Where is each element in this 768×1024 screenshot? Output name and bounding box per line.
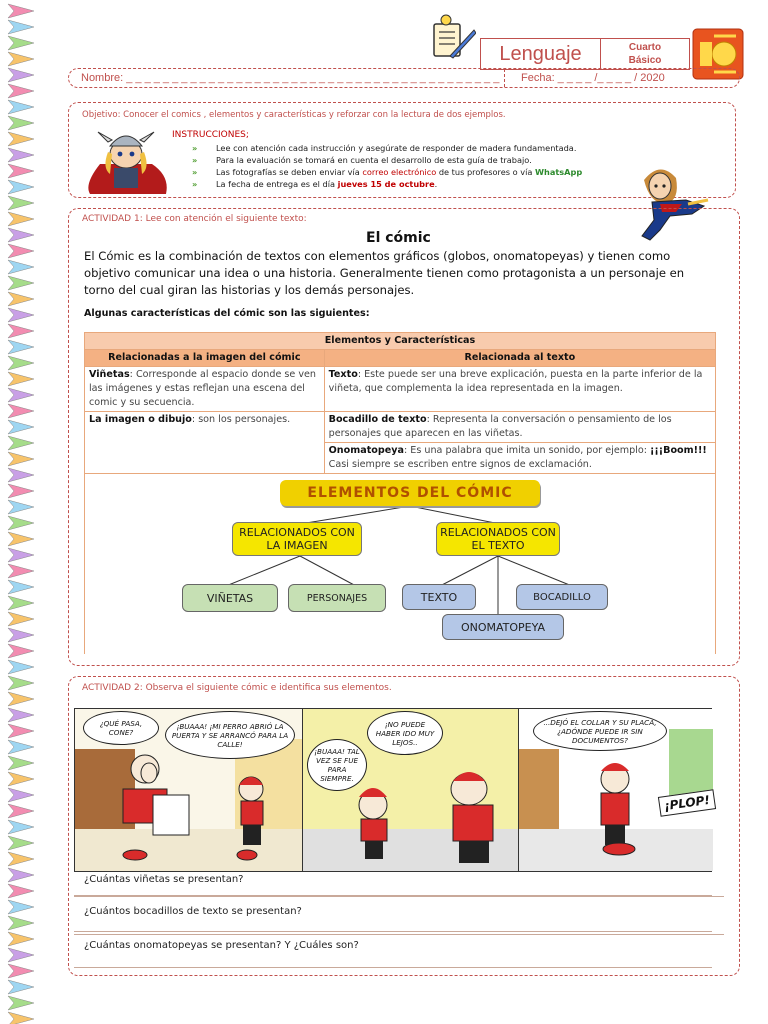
- border-chevron: [8, 292, 34, 306]
- speech-bubble: ¡NO PUEDE HABER IDO MUY LEJOS..: [367, 711, 443, 755]
- border-chevron: [8, 228, 34, 242]
- border-chevron: [8, 740, 34, 754]
- border-chevron: [8, 356, 34, 370]
- border-chevron: [8, 420, 34, 434]
- border-chevron: [8, 436, 34, 450]
- vinetas-node: VIÑETAS: [182, 584, 278, 612]
- border-chevron: [8, 660, 34, 674]
- table-cell: Onomatopeya: Es una palabra que imita un sonido, por ejemplo: ¡¡¡Boom!!! Casi siempre se escriben entre signos de exclamación.: [324, 443, 715, 474]
- border-chevron: [8, 596, 34, 610]
- question-2: ¿Cuántos bocadillos de texto se presentan?: [74, 906, 712, 932]
- border-chevron: [8, 212, 34, 226]
- border-chevron: [8, 52, 34, 66]
- speech-bubble: ...DEJÓ EL COLLAR Y SU PLACA, ¿ADÓNDE PUEDE IR SIN DOCUMENTOS?: [533, 711, 667, 751]
- table-cell: Viñetas: Corresponde al espacio donde se ven las imágenes y estas reflejan una escena del comic y su secuencia.: [85, 367, 325, 412]
- border-chevron: [8, 756, 34, 770]
- instruction-item: » Lee con atención cada instrucción y asegúrate de responder de madera fundamentada.: [192, 142, 582, 154]
- table-row: [85, 367, 716, 412]
- border-chevron: [8, 84, 34, 98]
- table-header: Elementos y Características: [85, 333, 716, 350]
- border-chevron: [8, 196, 34, 210]
- table-cell: La imagen o dibujo: son los personajes.: [85, 412, 325, 474]
- question-1: ¿Cuántas viñetas se presentan?: [74, 874, 712, 896]
- thor-character-icon: [80, 124, 172, 196]
- subject-title: Lenguaje: [481, 39, 601, 69]
- border-chevron: [8, 564, 34, 578]
- border-chevron: [8, 1012, 34, 1024]
- border-chevron: [8, 916, 34, 930]
- border-chevron: [8, 676, 34, 690]
- instructions-title: INSTRUCCIONES;: [172, 130, 249, 140]
- subject-box: [480, 38, 690, 70]
- question-3: ¿Cuántas onomatopeyas se presentan? Y ¿Cuáles son?: [74, 940, 712, 968]
- border-chevron: [8, 500, 34, 514]
- border-chevron: [8, 788, 34, 802]
- border-chevron: [8, 644, 34, 658]
- elements-table: [84, 332, 716, 474]
- border-chevron: [8, 532, 34, 546]
- decorative-left-border: [0, 0, 46, 1024]
- column-header-text: Relacionada al texto: [324, 350, 715, 367]
- border-chevron: [8, 900, 34, 914]
- border-chevron: [8, 884, 34, 898]
- lightbulb-notepad-icon: [430, 14, 476, 62]
- border-chevron: [8, 244, 34, 258]
- border-chevron: [8, 980, 34, 994]
- date-field[interactable]: Fecha: _ _ _ _ /_ _ _ _ / 2020: [521, 72, 665, 84]
- speech-bubble: ¡BUAAA! ¡MI PERRO ABRIÓ LA PUERTA Y SE ARRANCÓ PARA LA CALLE!: [165, 711, 295, 759]
- border-chevron: [8, 260, 34, 274]
- border-chevron: [8, 68, 34, 82]
- border-chevron: [8, 180, 34, 194]
- border-chevron: [8, 852, 34, 866]
- border-chevron: [8, 372, 34, 386]
- image-branch-node: RELACIONADOS CON LA IMAGEN: [232, 522, 362, 556]
- border-chevron: [8, 708, 34, 722]
- onomatopoeia-plop: ¡PLOP!: [658, 789, 716, 817]
- border-chevron: [8, 452, 34, 466]
- diagram-connectors: [84, 500, 716, 640]
- instruction-item: » Las fotografías se deben enviar vía correo electrónico de tus profesores o vía WhatsApp: [192, 166, 582, 178]
- border-chevron: [8, 164, 34, 178]
- border-chevron: [8, 804, 34, 818]
- texto-node: TEXTO: [402, 584, 476, 610]
- student-info-row: [68, 68, 740, 88]
- border-chevron: [8, 20, 34, 34]
- border-chevron: [8, 724, 34, 738]
- border-chevron: [8, 116, 34, 130]
- border-chevron: [8, 132, 34, 146]
- border-chevron: [8, 820, 34, 834]
- column-header-image: Relacionadas a la imagen del cómic: [85, 350, 325, 367]
- border-chevron: [8, 340, 34, 354]
- table-row: [85, 412, 716, 443]
- border-chevron: [8, 148, 34, 162]
- border-chevron: [8, 628, 34, 642]
- answer-line: [74, 896, 724, 897]
- section-title: El cómic: [366, 230, 431, 246]
- name-field[interactable]: Nombre: _ _ _ _ _ _ _ _ _ _ _ _ _ _ _ _ _ _ _ _ _ _ _ _ _ _ _ _ _ _ _ _ _ _ _ _ _ _ _ _ _: [69, 69, 505, 87]
- text-branch-node: RELACIONADOS CON EL TEXTO: [436, 522, 560, 556]
- border-chevron: [8, 868, 34, 882]
- grade-label: Cuarto Básico: [628, 42, 662, 66]
- border-chevron: [8, 580, 34, 594]
- border-chevron: [8, 36, 34, 50]
- table-cell: Bocadillo de texto: Representa la conversación o pensamiento de los personajes que aparecen en las viñetas.: [324, 412, 715, 443]
- diagram-title: ELEMENTOS DEL CÓMIC: [280, 480, 540, 506]
- activity1-label: ACTIVIDAD 1: Lee con atención el siguiente texto:: [82, 214, 307, 224]
- speech-bubble: ¿QUÉ PASA, CONE?: [83, 711, 159, 745]
- border-chevron: [8, 308, 34, 322]
- border-chevron: [8, 548, 34, 562]
- border-chevron: [8, 932, 34, 946]
- border-chevron: [8, 836, 34, 850]
- intro-paragraph: El Cómic es la combinación de textos con elementos gráficos (globos, onomatopeyas) y tienen como objetivo comunicar una idea o una historia. Generalmente tienen como protagonista a un personaje en torno del cual giran las historias y los demás personajes.: [84, 249, 685, 297]
- speech-bubble: ¡BUAAA! TAL VEZ SE FUE PARA SIEMPRE.: [307, 739, 367, 791]
- personajes-node: PERSONAJES: [288, 584, 386, 612]
- border-chevron: [8, 484, 34, 498]
- border-chevron: [8, 948, 34, 962]
- border-chevron: [8, 276, 34, 290]
- onomatopeya-node: ONOMATOPEYA: [442, 614, 564, 640]
- instructions-list: [192, 142, 582, 190]
- border-chevron: [8, 964, 34, 978]
- activity2-label: ACTIVIDAD 2: Observa el siguiente cómic e identifica sus elementos.: [82, 683, 392, 693]
- border-chevron: [8, 772, 34, 786]
- border-chevron: [8, 468, 34, 482]
- answer-line: [74, 934, 724, 935]
- instruction-item: » La fecha de entrega es el día jueves 15 de octubre.: [192, 178, 582, 190]
- objective-text: Objetivo: Conocer el comics , elementos y características y reforzar con la lectura de dos ejemplos.: [82, 110, 506, 120]
- border-chevron: [8, 100, 34, 114]
- instruction-item: » Para la evaluación se tomará en cuenta el desarrollo de esta guía de trabajo.: [192, 154, 582, 166]
- border-chevron: [8, 388, 34, 402]
- characteristics-heading: Algunas características del cómic son las siguientes:: [84, 308, 370, 319]
- border-chevron: [8, 516, 34, 530]
- border-chevron: [8, 996, 34, 1010]
- table-cell: Texto: Este puede ser una breve explicación, puesta en la parte inferior de la viñeta, que complementa la idea representada en la imagen.: [324, 367, 715, 412]
- border-chevron: [8, 612, 34, 626]
- border-chevron: [8, 404, 34, 418]
- bocadillo-node: BOCADILLO: [516, 584, 608, 610]
- border-chevron: [8, 324, 34, 338]
- comic-strip: [74, 708, 712, 872]
- border-chevron: [8, 692, 34, 706]
- border-chevron: [8, 4, 34, 18]
